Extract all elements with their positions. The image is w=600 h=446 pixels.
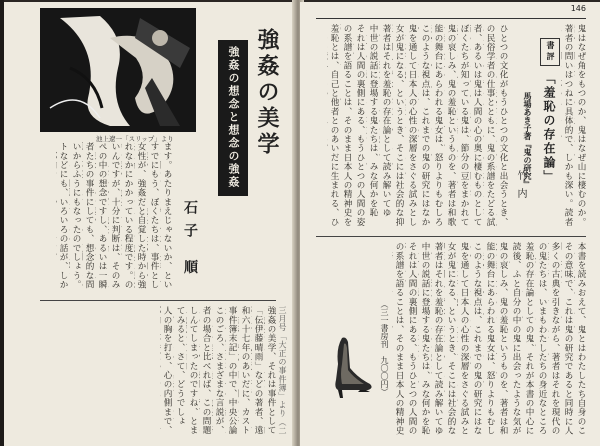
left-body-col-5: いんですが、十分に判断は、そのみ	[110, 142, 120, 290]
illustration-caption: 池上遼一「スリップ」より	[96, 135, 174, 143]
right-lower-col-10: 鬼を通して日本人の心性の深層をさぐる試みと	[459, 242, 469, 436]
right-section-divider	[316, 236, 586, 237]
page-number: 146	[570, 4, 586, 13]
left-lower-col-7: しんてしまったのですね、とま	[188, 306, 198, 435]
left-lower-col-6: 者の場合と比べれば、この問題	[201, 306, 211, 435]
left-body-col-3: 女性が、強姦だと自覚した時から強	[136, 142, 146, 290]
manga-illustration	[40, 8, 196, 132]
right-lower-col-9: このような視点は、これまでの鬼の研究にはな	[472, 242, 482, 436]
review-title: 「羞恥の存在論」	[542, 72, 556, 184]
reviewer-name: 竹内	[515, 170, 526, 206]
right-body-col-1: ひとつの文化がもうひとつの文化と出会うとき、	[498, 24, 508, 227]
right-body-col-10: 著者はそれを羞恥の存在論として読み解いてゆ	[381, 24, 391, 218]
left-body-col-7: 者たちの事件にしても、想念的な問	[84, 142, 94, 290]
right-body-col-11: 中世の説話に登場する鬼たちは、みな何かを恥	[368, 24, 378, 218]
left-body-col-2: すでにもう、ぼくたちは、事件とし	[149, 142, 159, 290]
left-body-col-1: ます。あたりまえじゃないか、とい	[162, 142, 172, 290]
left-lower-col-1: 強姦の美学、それは事件として	[266, 306, 276, 435]
left-body-col-4: れなかにかかっている程度です。の	[123, 142, 133, 290]
right-body-col-7: このような視点は、これまでの鬼の研究にはなか	[420, 24, 430, 227]
illustration-drawing	[40, 8, 196, 132]
right-lower-col-3: 多くの古典を引きながら、著者はそれを現代の	[550, 242, 560, 436]
right-body-col-8: 鬼を通して日本人の心性の深層をさぐる試みとし	[407, 24, 417, 227]
left-lower-col-4: 事件簿末記」の中で、中央公論	[227, 306, 237, 435]
right-body-col-4: ぼくたちが知っている鬼は、節分の豆をまかれて	[459, 24, 469, 227]
author-name: 石子 順	[182, 200, 198, 283]
right-lower-col-6: 読後、ふと自分の中の鬼に出会ったような気が	[511, 242, 521, 436]
reviewed-book: 馬場あき子著『鬼の研究』	[523, 92, 533, 188]
right-lower-col-4: の鬼たちは、いまもわたしたちの身近なところ	[537, 242, 547, 436]
book-price: （三一書房刊 九〇〇円）	[380, 300, 389, 396]
left-lower-col-2: 「伝伊藤晴雨」などの著者、遠	[253, 306, 263, 435]
right-lower-col-8: 能の舞台にあらわれる鬼女は、怒りよりもむし	[485, 242, 495, 436]
review-badge	[540, 38, 560, 66]
right-body-col-r1: 鬼はなぜ角をもつのか、鬼はなぜ山に棲むのか。	[576, 24, 586, 227]
right-body-col-5: 鬼の哀しみ、鬼の羞恥というものを、著者は和歌	[446, 24, 456, 227]
right-lower-col-13: 中世の説話に登場する鬼たちは、みな何かを恥	[420, 242, 430, 436]
margin-note: 三月号「大正の事件簿」より（二	[278, 306, 287, 435]
right-body-col-2: の民俗学者の仕事とともに、鬼の系譜をたどる試	[485, 24, 495, 227]
left-body-col-9: トなどにも、いろいろの話が、しか	[58, 142, 68, 290]
right-body-col-r2: 著者の問いはつねに具体的で、しかも深い。読者	[563, 24, 573, 227]
article-title: 強姦の美学	[254, 28, 280, 158]
left-lower-col-9: 人の胸を打ち、心の内側まで、	[162, 306, 172, 435]
right-lower-col-5: 羞恥の存在論としての鬼、それが本書の中心に	[524, 242, 534, 436]
left-body-col-8: いからふうにもなったのでしょう。	[71, 142, 81, 290]
left-lower-col-3: 和六十七年のあいだに、カスト	[240, 306, 250, 435]
right-body-col-9: 女が鬼になる、というとき、そこには社会的な抑	[394, 24, 404, 227]
right-lower-col-15: の系譜を語ることは、そのまま日本人の精神史	[394, 242, 404, 436]
right-body-col-14: 羞恥とは、自己と他者とのあいだに生まれる、ひ	[329, 24, 339, 227]
right-lower-col-12: 著者はそれを羞恥の存在論として読み解いてゆ	[433, 242, 443, 436]
high-heel-shoe-icon	[328, 334, 376, 398]
left-body-col-6: ぺの中の想念ですし、あるいは一瞬	[97, 142, 107, 290]
right-body-col-6: 能の舞台にあらわれる鬼女は、怒りよりもむしろ	[433, 24, 443, 227]
review-section-label: 書 評	[546, 41, 556, 60]
right-body-col-3: 者、あるいは鬼は人間の心の奥に棲むものとして	[472, 24, 482, 227]
header-rule	[316, 18, 586, 19]
section-divider	[40, 300, 276, 301]
right-body-col-13: の系譜を語ることは、そのまま日本人の精神史を	[342, 24, 352, 227]
left-lower-col-5: このごろ、さまざまな言説が、	[214, 306, 224, 435]
right-lower-col-7: 鬼の哀しみ、鬼の羞恥というものを、著者は和	[498, 242, 508, 436]
left-lower-col-8: てみると、さて、どうでしょ	[175, 306, 185, 426]
right-body-col-12: それは人間の裏側にある、もうひとつの人間の姿	[355, 24, 365, 227]
article-subtitle: 強姦の想念と想念の強姦	[227, 46, 240, 189]
right-lower-col-11: 女が鬼になる、というとき、そこには社会的な	[446, 242, 456, 436]
right-lower-col-14: それは人間の裏側にある、もうひとつの人間の	[407, 242, 417, 436]
right-lower-col-1: 本書を読みおえて、鬼とはわたしたち自身のこ	[576, 242, 586, 436]
subtitle-box	[218, 40, 248, 196]
right-lower-col-2: その意味で、これは鬼の研究であると同時に人	[563, 242, 573, 436]
